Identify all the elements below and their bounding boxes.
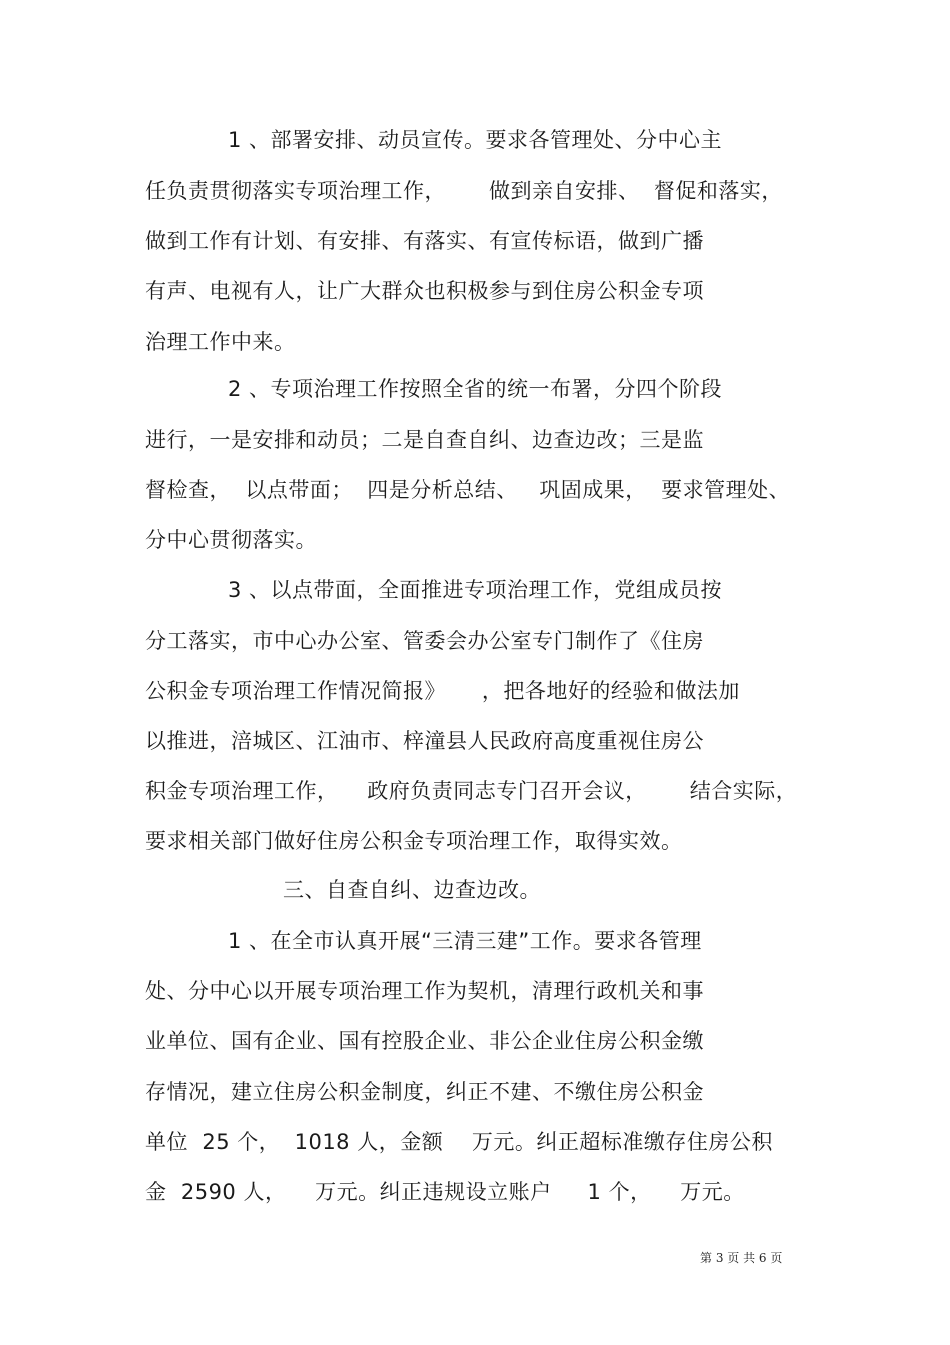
paragraph-2-line-1: 2 、专项治理工作按照全省的统一布署，分四个阶段	[228, 377, 723, 401]
page-footer: 第 3 页 共 6 页	[700, 1251, 783, 1265]
paragraph-2-line-2: 进行，一是安排和动员；二是自查自纠、边查边改；三是监	[145, 428, 704, 452]
paragraph-2-line-4: 分中心贯彻落实。	[145, 528, 317, 552]
paragraph-1-line-3: 做到工作有计划、有安排、有落实、有宣传标语，做到广播	[145, 229, 704, 253]
paragraph-4-line-4: 存情况，建立住房公积金制度，纠正不建、不缴住房公积金	[145, 1080, 704, 1104]
section-heading: 三、自查自纠、边查边改。	[283, 878, 541, 902]
paragraph-1-line-4: 有声、电视有人，让广大群众也积极参与到住房公积金专项	[145, 279, 704, 303]
paragraph-3-line-6: 要求相关部门做好住房公积金专项治理工作，取得实效。	[145, 829, 683, 853]
paragraph-1-line-2: 任负责贯彻落实专项治理工作， 做到亲自安排、 督促和落实，	[145, 179, 783, 203]
paragraph-3-line-1: 3 、以点带面，全面推进专项治理工作，党组成员按	[228, 578, 723, 602]
paragraph-4-line-2: 处、分中心以开展专项治理工作为契机，清理行政机关和事	[145, 979, 704, 1003]
paragraph-4-line-3: 业单位、国有企业、国有控股企业、非公企业住房公积金缴	[145, 1029, 704, 1053]
paragraph-4-line-1: 1 、在全市认真开展“三清三建”工作。要求各管理	[228, 929, 702, 953]
paragraph-4-line-6: 金 2590 人， 万元。纠正违规设立账户 1 个， 万元。	[145, 1180, 745, 1204]
paragraph-3-line-5: 积金专项治理工作， 政府负责同志专门召开会议， 结合实际，	[145, 779, 798, 803]
paragraph-2-line-3: 督检查， 以点带面； 四是分析总结、 巩固成果， 要求管理处、	[145, 478, 791, 502]
paragraph-3-line-2: 分工落实，市中心办公室、管委会办公室专门制作了《住房	[145, 629, 704, 653]
paragraph-4-line-5: 单位 25 个， 1018 人，金额 万元。纠正超标准缴存住房公积	[145, 1130, 773, 1154]
paragraph-3-line-3: 公积金专项治理工作情况简报》 ，把各地好的经验和做法加	[145, 679, 740, 703]
paragraph-1-line-5: 治理工作中来。	[145, 330, 296, 354]
paragraph-3-line-4: 以推进，涪城区、江油市、梓潼县人民政府高度重视住房公	[145, 729, 704, 753]
paragraph-1-line-1: 1 、部署安排、动员宣传。要求各管理处、分中心主	[228, 128, 723, 152]
